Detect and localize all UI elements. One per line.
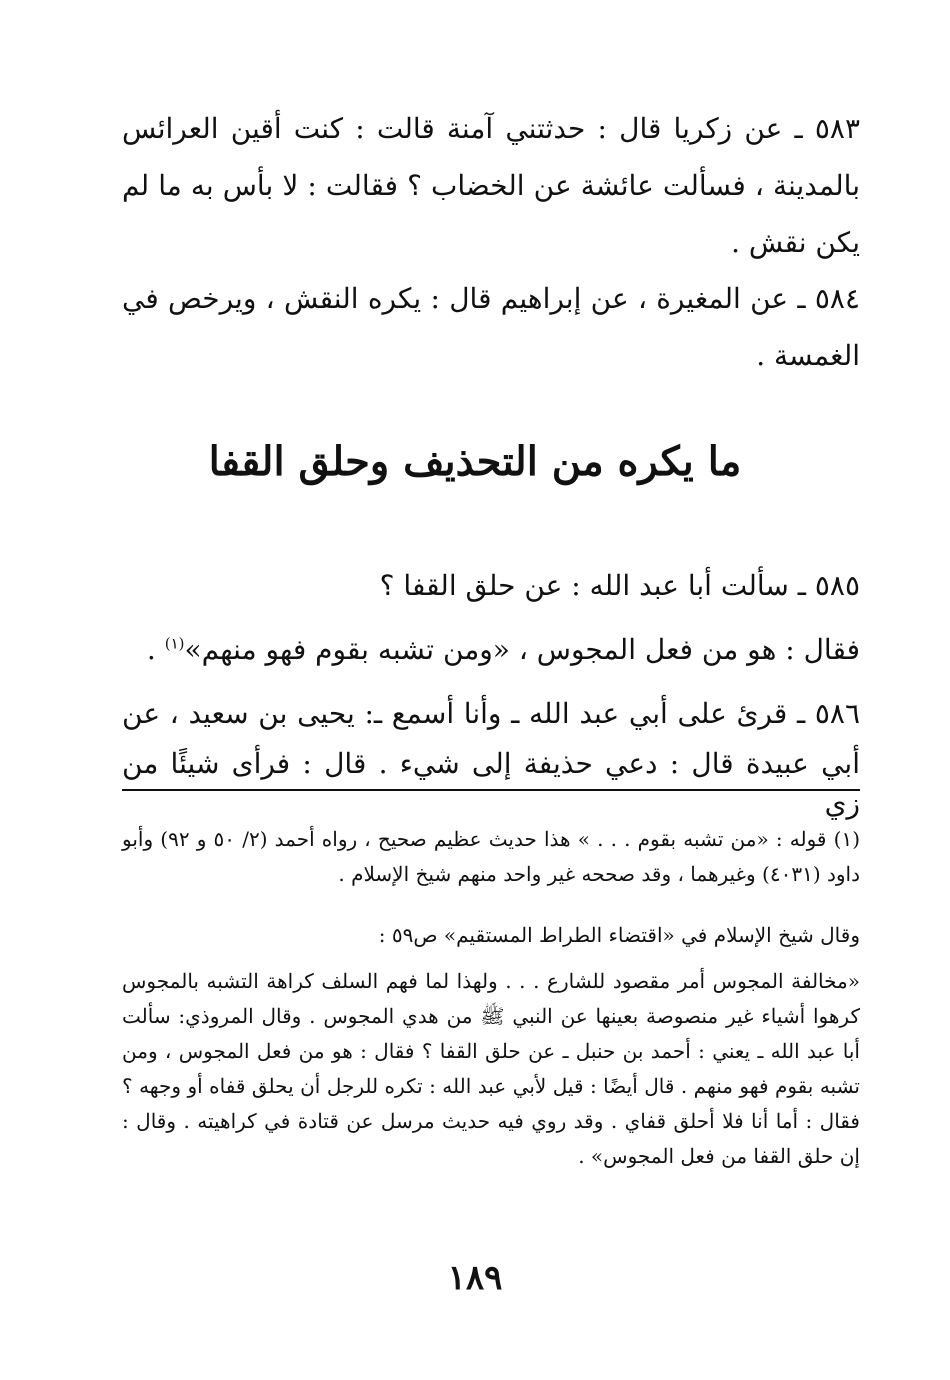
footnote-quote: «مخالفة المجوس أمر مقصود للشارع . . . ولهذا لما فهم السلف كراهة التشبه بالمجوس كرهوا أشياء غير منصوصة بعينها عن النبي ﷺ من هدي المجوس . وقال المروذي: سألت أبا عبد الله ـ يعني : أحمد بن حنبل ـ عن حلق القفا ؟ فقال : هو من فعل المجوس ، ومن تشبه بقوم فهو منهم . قال أيضًا : قيل لأبي عبد الله : تكره للرجل أن يحلق قفاه أو وجهه ؟ فقال : أما أنا فلا أحلق قفاي . وقد روي فيه حديث مرسل عن قتادة في كراهيته . وقال : إن حلق القفا من فعل المجوس» . — [122, 969, 860, 1168]
page-number: ١٨٩ — [447, 1258, 503, 1298]
paragraph-585-answer — [122, 630, 860, 670]
footnote-quote-intro: وقال شيخ الإسلام في «اقتضاء الطراط المستقيم» ص٥٩ : — [378, 923, 860, 947]
paragraph-583: ٥٨٣ ـ عن زكريا قال : حدثتني آمنة قالت : كنت أقين العرائس بالمدينة ، فسألت عائشة عن الخضاب ؟ فقالت : لا بأس به ما لم يكن نقش . — [122, 112, 860, 259]
section-title: ما يكره من التحذيف وحلق القفا — [208, 438, 742, 485]
paragraph-586-line-2: أبي عبيدة قال : دعي حذيفة إلى شيء . قال : فرأى شيئًا من زي — [122, 747, 860, 820]
footnote-reference: (١) — [164, 634, 185, 653]
paragraph-586-line-1: ٥٨٦ ـ قرئ على أبي عبد الله ـ وأنا أسمع ـ: يحيى بن سعيد ، عن — [122, 697, 860, 730]
footnote-divider — [122, 789, 860, 791]
paragraph-584: ٥٨٤ ـ عن المغيرة ، عن إبراهيم قال : يكره النقش ، ويرخص في الغمسة . — [122, 282, 860, 372]
paragraph-585: ٥٨٥ ـ سألت أبا عبد الله : عن حلق القفا ؟ — [379, 569, 860, 602]
answer-end: . — [146, 633, 165, 666]
answer-text: فقال : هو من فعل المجوس ، «ومن تشبه بقوم فهو منهم» — [184, 633, 860, 666]
footnote-1: (١) قوله : «من تشبه بقوم . . . » هذا حديث عظيم صحيح ، رواه أحمد (٢/ ٥٠ و ٩٢) وأبو داود (٤٠٣١) وغيرهما ، وقد صححه غير واحد منهم شيخ الإسلام . — [122, 827, 861, 886]
